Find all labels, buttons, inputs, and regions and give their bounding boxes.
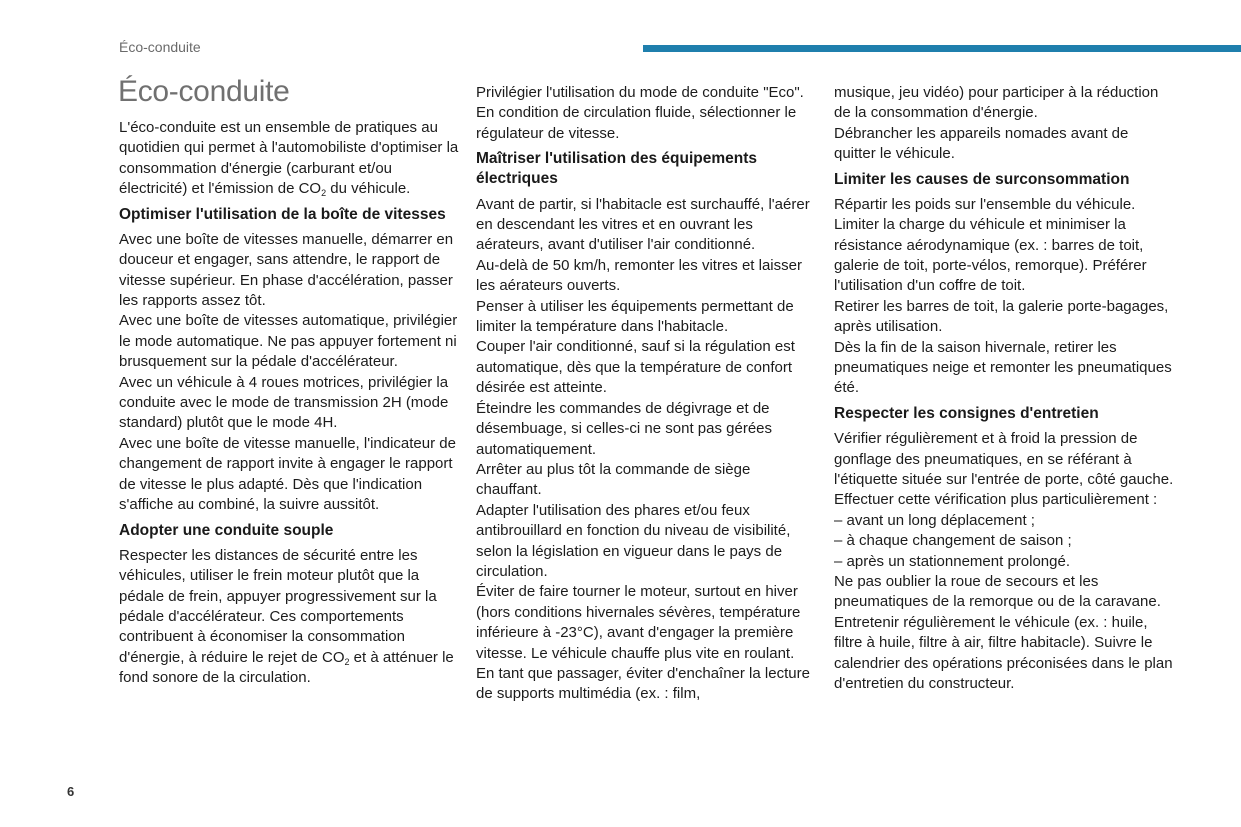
gearbox-paragraph: Avec un véhicule à 4 roues motrices, privilégier la conduite avec le mode de transmission 2H (mode standard) plutôt que le mode 4H. xyxy=(119,373,449,432)
list-item: – après un stationnement prolongé. xyxy=(834,552,1070,570)
gearbox-paragraph: Avec une boîte de vitesses manuelle, démarrer en douceur et engager, sans attendre, le rapport de vitesse supérieur. En phase d'accélération, passer les rapports assez tôt. xyxy=(119,230,454,310)
electrical-paragraph: Débrancher les appareils nomades avant de quitter le véhicule. xyxy=(834,124,1129,163)
intro-paragraph: L'éco-conduite est un ensemble de pratiques au quotidien qui permet à l'automobiliste d'optimiser la consommation d'énergie (carburant et/ou électricité) et l'émission de $CO_2$ du véhicule. xyxy=(119,119,459,199)
electrical-paragraph: Adapter l'utilisation des phares et/ou feux antibrouillard en fonction du niveau de visibilité, selon la législation en vigueur dans le pays de circulation. xyxy=(476,501,791,580)
section-heading-overconsumption: Limiter les causes de surconsommation xyxy=(834,170,1130,188)
electrical-paragraph: Couper l'air conditionné, sauf si la régulation est automatique, dès que la température de confort désirée est atteinte. xyxy=(476,338,795,397)
section-heading-maintenance: Respecter les consignes d'entretien xyxy=(834,404,1099,422)
overconsumption-paragraph: Limiter la charge du véhicule et minimiser la résistance aérodynamique (ex. : barres de toit, galerie de toit, porte-vélos, remorque). Préférer l'utilisation d'un coffre de toit. xyxy=(834,216,1147,295)
electrical-paragraph-continued: musique, jeu vidéo) pour participer à la réduction de la consommation d'énergie. xyxy=(834,84,1159,122)
maintenance-paragraph: Ne pas oublier la roue de secours et les pneumatiques de la remorque ou de la caravane. xyxy=(834,572,1161,611)
electrical-paragraph: Éteindre les commandes de dégivrage et de désembuage, si celles-ci ne sont pas gérées automatiquement. xyxy=(476,399,773,458)
electrical-paragraph: Au-delà de 50 km/h, remonter les vitres et laisser les aérateurs ouverts. xyxy=(476,256,802,295)
section-heading-electrical: Maîtriser l'utilisation des équipements électriques xyxy=(476,150,758,188)
overconsumption-paragraph: Répartir les poids sur l'ensemble du véhicule. xyxy=(834,195,1136,213)
electrical-paragraph: Penser à utiliser les équipements permettant de limiter la température dans l'habitacle. xyxy=(476,297,794,336)
smooth-driving-paragraph: Respecter les distances de sécurité entre les véhicules, utiliser le frein moteur plutôt que la pédale de frein, appuyer progressivement sur la pédale d'accélérateur. Ces comportements contribuent à économiser la consommation d'énergie, à réduire le rejet de $CO_2$ et à atténuer le fond sonore de la circulation. xyxy=(119,546,454,687)
electrical-paragraph: Avant de partir, si l'habitacle est surchauffé, l'aérer en descendant les vitres et en ouvrant les aérateurs, avant d'utiliser l'air conditionné. xyxy=(476,195,810,254)
column-2 xyxy=(476,83,818,705)
list-item: – avant un long déplacement ; xyxy=(834,511,1035,529)
electrical-paragraph: Arrêter au plus tôt la commande de siège chauffant. xyxy=(476,460,751,499)
running-header-title: Éco-conduite xyxy=(119,39,201,55)
list-item: – à chaque changement de saison ; xyxy=(834,532,1072,550)
section-heading-smooth-driving: Adopter une conduite souple xyxy=(119,521,334,539)
electrical-paragraph: Éviter de faire tourner le moteur, surtout en hiver (hors conditions hivernales sévères, température inférieure à -23°C), avant d'engager la première vitesse. Le véhicule chauffe plus vite en roulant. xyxy=(476,583,801,662)
gearbox-paragraph: Avec une boîte de vitesses automatique, privilégier le mode automatique. Ne pas appuyer fortement ni brusquement sur la pédale d'accélérateur. xyxy=(119,312,458,371)
page-title: Éco-conduite xyxy=(118,75,290,108)
overconsumption-paragraph: Dès la fin de la saison hivernale, retirer les pneumatiques neige et remonter les pneumatiques été. xyxy=(834,338,1172,397)
overconsumption-paragraph: Retirer les barres de toit, la galerie porte-bagages, après utilisation. xyxy=(834,297,1169,336)
column-1 xyxy=(119,118,459,689)
section-heading-gearbox: Optimiser l'utilisation de la boîte de vitesses xyxy=(119,205,446,223)
maintenance-paragraph: Effectuer cette vérification plus particulièrement : xyxy=(834,491,1158,509)
column-3 xyxy=(834,83,1174,694)
header-accent-bar xyxy=(643,45,1241,52)
page-number: 6 xyxy=(67,784,75,799)
cruise-control-paragraph: En condition de circulation fluide, sélectionner le régulateur de vitesse. xyxy=(476,104,797,142)
maintenance-paragraph: Vérifier régulièrement et à froid la pression de gonflage des pneumatiques, en se référant à l'étiquette située sur l'entrée de porte, côté gauche. xyxy=(834,430,1174,488)
eco-mode-paragraph: Privilégier l'utilisation du mode de conduite "Eco". xyxy=(476,84,804,101)
maintenance-paragraph: Entretenir régulièrement le véhicule (ex. : huile, filtre à huile, filtre à air, filtre habitacle). Suivre le calendrier des opérations préconisées dans le plan d'entretien du constructeur. xyxy=(834,613,1173,692)
gearbox-paragraph: Avec une boîte de vitesse manuelle, l'indicateur de changement de rapport invite à engager le rapport de vitesse le plus adapté. Dès que l'indication s'affiche au combiné, la suivre aussitôt. xyxy=(119,434,456,514)
electrical-paragraph: En tant que passager, éviter d'enchaîner la lecture de supports multimédia (ex. : film, xyxy=(476,664,810,703)
